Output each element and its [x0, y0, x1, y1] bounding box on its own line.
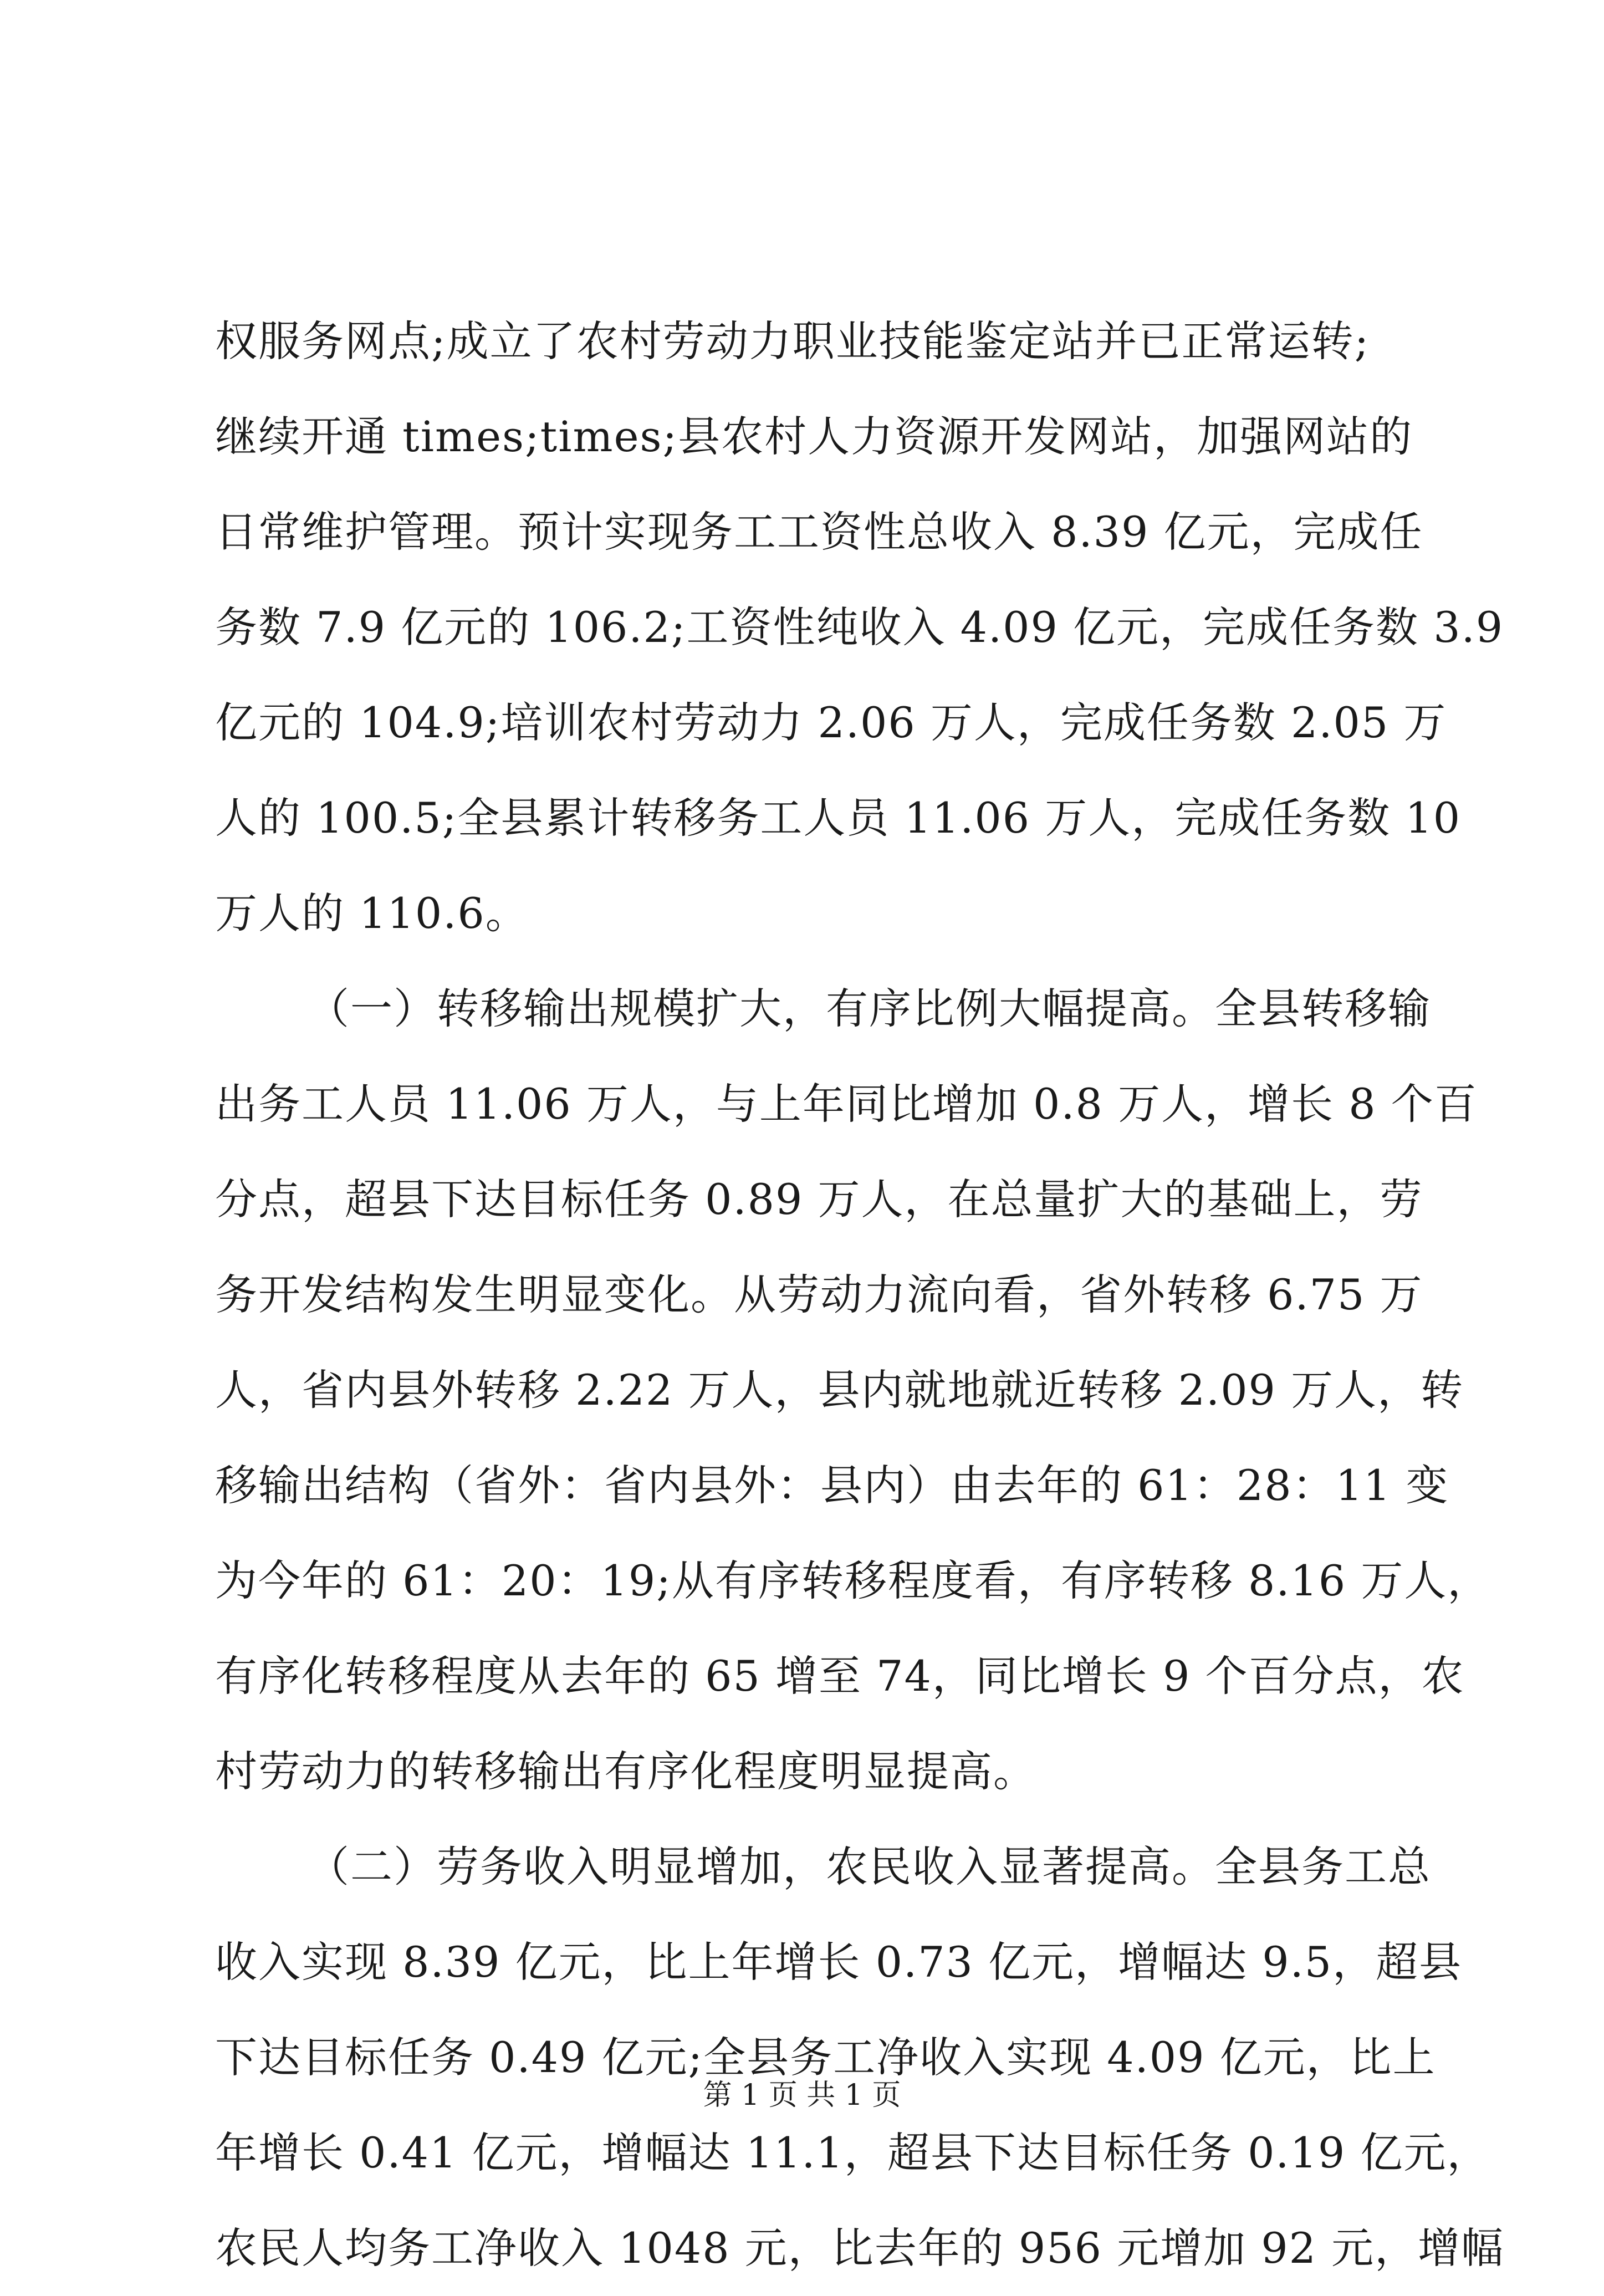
text-line: 继续开通 times;times;县农村人力资源开发网站，加强网站的	[215, 412, 1413, 461]
section-heading-line: （一）转移输出规模扩大，有序比例大幅提高。全县转移输	[307, 984, 1431, 1033]
text-line: 权服务网点;成立了农村劳动力职业技能鉴定站并已正常运转;	[215, 317, 1370, 366]
text-line: 有序化转移程度从去年的 65 增至 74，同比增长 9 个百分点，农	[215, 1651, 1465, 1701]
text-line: 务开发结构发生明显变化。从劳动力流向看，省外转移 6.75 万	[215, 1270, 1423, 1319]
section-heading-line: （二）劳务收入明显增加，农民收入显著提高。全县务工总	[307, 1842, 1431, 1891]
text-line: 分点，超县下达目标任务 0.89 万人，在总量扩大的基础上，劳	[215, 1175, 1423, 1224]
text-line: 亿元的 104.9;培训农村劳动力 2.06 万人，完成任务数 2.05 万	[215, 698, 1447, 747]
text-line: 下达目标任务 0.49 亿元;全县务工净收入实现 4.09 亿元，比上	[215, 2033, 1436, 2082]
text-line: 村劳动力的转移输出有序化程度明显提高。	[215, 1747, 1036, 1796]
text-line: 人，省内县外转移 2.22 万人，县内就地就近转移 2.09 万人，转	[215, 1365, 1464, 1415]
text-line: 移输出结构（省外：省内县外：县内）由去年的 61：28：11 变	[215, 1461, 1449, 1510]
text-line: 收入实现 8.39 亿元，比上年增长 0.73 亿元，增幅达 9.5，超县	[215, 1937, 1463, 1987]
page-number-footer: 第 1 页 共 1 页	[703, 2079, 901, 2112]
text-line: 出务工人员 11.06 万人，与上年同比增加 0.8 万人，增长 8 个百	[215, 1079, 1478, 1129]
text-line: 万人的 110.6。	[215, 889, 529, 938]
text-line: 务数 7.9 亿元的 106.2;工资性纯收入 4.09 亿元，完成任务数 3.9	[215, 603, 1504, 652]
text-line: 为今年的 61：20：19;从有序转移程度看，有序转移 8.16 万人，	[215, 1556, 1491, 1605]
text-line: 农民人均务工净收入 1048 元，比去年的 956 元增加 92 元，增幅	[215, 2223, 1505, 2273]
document-body	[215, 294, 1505, 2296]
text-line: 年增长 0.41 亿元，增幅达 11.1，超县下达目标任务 0.19 亿元，	[215, 2128, 1490, 2177]
text-line: 人的 100.5;全县累计转移务工人员 11.06 万人，完成任务数 10	[215, 793, 1462, 843]
text-line: 日常维护管理。预计实现务工工资性总收入 8.39 亿元，完成任	[215, 507, 1423, 557]
